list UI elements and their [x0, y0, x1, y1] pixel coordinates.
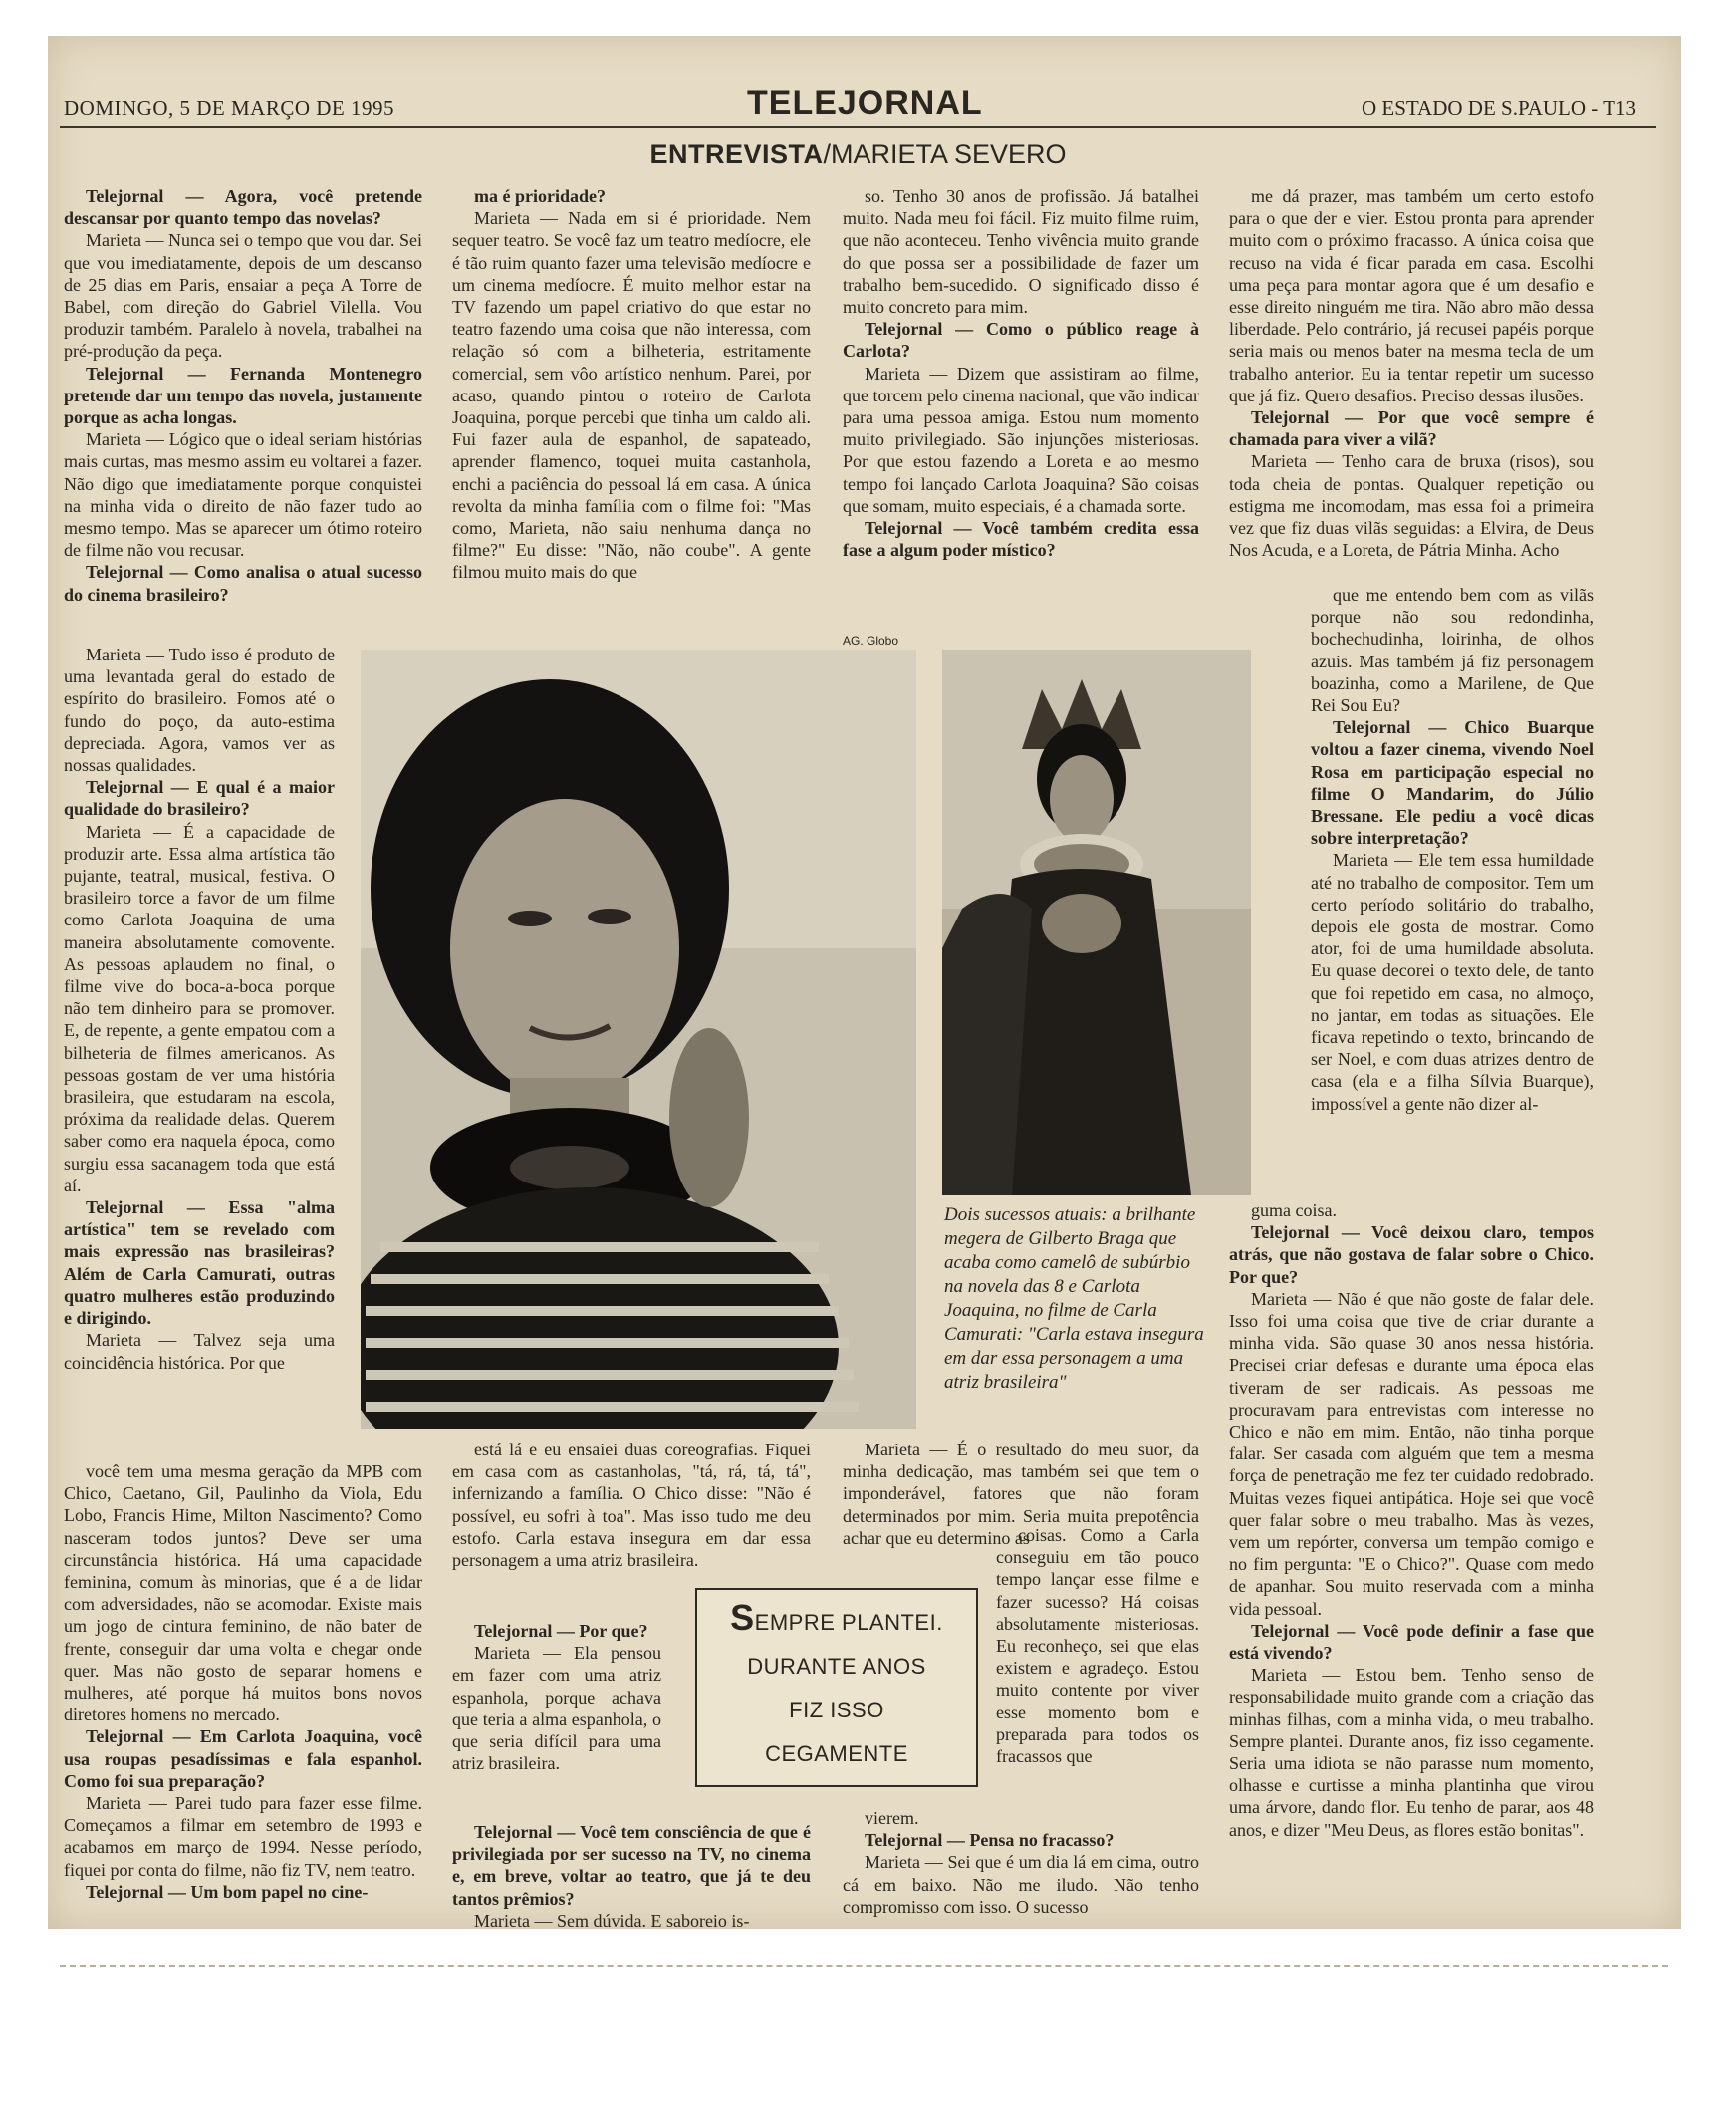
- column-3-end: [843, 1807, 1199, 1918]
- column-1-narrow: [64, 644, 335, 1374]
- interview-answer: que me entendo bem com as vilãs porque não sou redondinha, bochechudinha, loirinha, de olhos azuis. Mas também já fiz personagem boazinha, como a Marilene, de Que Rei Sou Eu?: [1311, 585, 1594, 716]
- interview-answer: so. Tenho 30 anos de profissão. Já batalhei muito. Nada meu foi fácil. Fiz muito filme ruim, que não aconteceu. Tenho vivência muito grande do que possa ser a possibilidade de fazer um trabalho bem-sucedido. O significado disso é muito concreto para mim.: [843, 186, 1199, 318]
- column-3-top: [843, 185, 1199, 561]
- photo-credit: AG. Globo: [843, 634, 899, 648]
- column-2-top: [452, 185, 811, 584]
- newspaper-name: O ESTADO DE S.PAULO - T13: [1361, 96, 1636, 120]
- interview-question: Telejornal — Um bom papel no cine-: [86, 1881, 369, 1902]
- interview-question: Telejornal — E qual é a maior qualidade do brasileiro?: [64, 777, 335, 820]
- interview-answer: Marieta — Sem dúvida. E saboreio is-: [474, 1910, 750, 1931]
- column-2-end: [452, 1821, 811, 1932]
- interview-answer: Marieta — Dizem que assistiram ao filme, que torcem pelo cinema nacional, que vão indicar para uma pessoa amiga. Estou num momento muito privilegiado. São injunções misteriosas. Por que estou fazendo a Loreta e ao mesmo tempo foi lançado Carlota Joaquina? São coisas que somam, muito especiais, é a chamada sorte.: [843, 363, 1199, 516]
- pull-quote-line-2: DURANTE ANOS: [747, 1654, 926, 1679]
- column-4-narrow: [1311, 584, 1594, 1115]
- pull-quote-line-4: CEGAMENTE: [765, 1741, 908, 1766]
- interview-answer: Marieta — Sei que é um dia lá em cima, outro cá em baixo. Não me iludo. Não tenho compromisso com isso. O sucesso: [843, 1852, 1199, 1917]
- carlota-image: [942, 650, 1251, 1195]
- pull-quote-initial: S: [730, 1597, 755, 1638]
- issue-date: DOMINGO, 5 DE MARÇO DE 1995: [64, 96, 394, 120]
- interview-question: Telejornal — Em Carlota Joaquina, você usa roupas pesadíssimas e fala espanhol. Como foi sua preparação?: [64, 1726, 422, 1791]
- portrait-image: [361, 650, 916, 1429]
- interview-question: Telejornal — Como analisa o atual sucesso do cinema brasileiro?: [64, 562, 422, 605]
- interview-question: Telejornal — Você tem consciência de que é privilegiada por ser sucesso na TV, no cinema e, em breve, voltar ao teatro, que já te deu tantos prêmios?: [452, 1822, 811, 1909]
- carlota-photo: [942, 650, 1251, 1195]
- interview-answer: Marieta — Não é que não goste de falar dele. Isso foi uma coisa que tive de criar durante a minha vida. São quase 30 anos nessa história. Precisei criar defesas e durante uma época elas tiveram de ser radicais. As pessoas me procuravam para entrevistas com interesse no Chico e não em mim. Então, não tinha porque falar. Ser casada com alguém que tem a mesma força de penetração me fez ter cuidado redobrado. Muitas vezes fiquei antipática. Hoje sei que você quer falar sobre o meu trabalho. Mas às vezes, vem um repórter, conversa um tempão comigo e no fim pergunta: "E o Chico?". Quase com medo de apanhar. Sou muito reservada com a minha vida pessoal.: [1229, 1288, 1594, 1619]
- interview-question: ma é prioridade?: [474, 186, 606, 206]
- interview-answer: Marieta — Lógico que o ideal seriam histórias mais curtas, mas mesmo assim eu voltarei a fazer. Não digo que imediatamente porque conquistei na minha vida o direito de não fazer tudo ao mesmo tempo. Mas se aparecer um ótimo roteiro de filme não vou recusar.: [64, 429, 422, 561]
- interview-answer: Marieta — Tudo isso é produto de uma levantada geral do estado de espírito do brasileiro. Fomos até o fundo do poço, da auto-estima depreciada. Agora, vamos ver as nossas qualidades.: [64, 645, 335, 776]
- interview-question: Telejornal — Pensa no fracasso?: [865, 1830, 1115, 1851]
- interview-question: Telejornal — Você também credita essa fase a algum poder místico?: [843, 518, 1199, 561]
- kicker-name: /MARIETA SEVERO: [823, 139, 1067, 169]
- column-1-top: [64, 185, 422, 606]
- interview-answer: Marieta — Ela pensou em fazer com uma atriz espanhola, porque achava que teria a alma espanhola, o que seria difícil para uma atriz brasileira.: [452, 1643, 661, 1774]
- column-2-narrow: [452, 1620, 661, 1774]
- interview-question: Telejornal — Essa "alma artística" tem se revelado com mais expressão nas brasileiras? Além de Carla Camurati, outras quatro mulheres estão produzindo e dirigindo.: [64, 1197, 335, 1329]
- pull-quote-line-3: FIZ ISSO: [789, 1698, 884, 1722]
- interview-question: Telejornal — Fernanda Montenegro pretende dar um tempo das novela, justamente porque as acha longas.: [64, 363, 422, 428]
- column-4-top: [1229, 185, 1594, 561]
- portrait-photo: [361, 650, 916, 1429]
- fold-line: [60, 1965, 1668, 1967]
- interview-question: Telejornal — Chico Buarque voltou a fazer cinema, vivendo Noel Rosa em participação especial no filme O Mandarim, do Júlio Bressane. Ele pediu a você dicas sobre interpretação?: [1311, 717, 1594, 849]
- article-kicker: [60, 139, 1656, 170]
- interview-answer: vierem.: [865, 1808, 919, 1828]
- interview-answer: Marieta — Talvez seja uma coincidência histórica. Por que: [64, 1330, 335, 1373]
- interview-answer: Marieta — É a capacidade de produzir arte. Essa alma artística tão pujante, teatral, musical, festiva. O brasileiro torce a favor de um filme como Carlota Joaquina de uma maneira absolutamente comovente. As pessoas aplaudem no final, o filme vive do boca-a-boca porque não tem dinheiro para se promover. E, de repente, a gente empatou com a bilheteria de filmes americanos. As pessoas gostam de ver uma história brasileira, que estudaram na escola, próxima da realidade delas. Querem saber como era naquela época, como surgiu essa sacanagem toda que está aí.: [64, 821, 335, 1195]
- interview-answer: guma coisa.: [1251, 1200, 1337, 1220]
- interview-answer: você tem uma mesma geração da MPB com Chico, Caetano, Gil, Paulinho da Viola, Edu Lobo, Francis Hime, Milton Nascimento? Como nasceram todos juntos? Deve ser uma circunstância histórica. Há uma capacidade feminina, comum às minorias, que é a de lidar com adversidades, não se acomodar. Existe mais um jogo de cintura feminino, de não bater de frente, conseguir dar uma volta e chegar onde quer. Mas não gosto de separar homens e mulheres, até porque há muitos bons novos diretores homens no mercado.: [64, 1461, 422, 1725]
- interview-answer: Marieta — Estou bem. Tenho senso de responsabilidade muito grande com a criação das minhas filhas, com a minha vida, o meu trabalho. Sempre plantei. Durante anos, fiz isso cegamente. Seria uma idiota se não parasse num momento, olhasse e curtisse a minha plantinha que virou uma árvore, dando flor. Eu tenho de parar, aos 48 anos, e dizer "Meu Deus, as flores estão bonitas".: [1229, 1665, 1594, 1840]
- column-2-bottom: [452, 1439, 811, 1571]
- interview-answer: Marieta — É o resultado do meu suor, da minha dedicação, mas também sei que tem o imponderável, fatores que não foram determinados por mim. Seria muita prepotência achar que eu determino as: [843, 1440, 1199, 1548]
- interview-question: Telejornal — Agora, você pretende descansar por quanto tempo das novelas?: [64, 186, 422, 229]
- kicker-label: ENTREVISTA: [649, 139, 824, 169]
- header-rule: [60, 126, 1656, 128]
- column-4-bottom: [1229, 1199, 1594, 1841]
- section-title: TELEJORNAL: [747, 84, 983, 122]
- interview-answer: Marieta — Nada em si é prioridade. Nem sequer teatro. Se você faz um teatro medíocre, ele é tão ruim quanto fazer uma televisão medíocre e um cinema medíocre. É muito melhor estar na TV fazendo um papel criativo do que estar no teatro fazendo uma coisa que não interessa, com relação só com a bilheteria, estritamente comercial, sem vôo artístico nenhum. Parei, por acaso, quando pintou o roteiro de Carlota Joaquina, porque percebi que tinha um caldo ali. Fui fazer aula de espanhol, de sapateado, aprender flamenco, toquei muita castanhola, enchi a paciência do pessoal lá em casa. A única revolta da minha família com o filme foi: "Mas como, Marieta, não saiu nenhuma dança no filme?" Eu disse: "Não, não coube". A gente filmou muito mais do que: [452, 208, 811, 583]
- interview-answer: coisas. Como a Carla conseguiu em tão pouco tempo lançar esse filme e fazer sucesso? Há coisas absolutamente misteriosas. Eu reconheço, sei que elas existem e agradeço. Estou muito contente por viver esse momento bom e preparada para todos os fracassos que: [996, 1525, 1199, 1767]
- interview-question: Telejornal — Você pode definir a fase que está vivendo?: [1229, 1620, 1594, 1664]
- interview-question: Telejornal — Por que você sempre é chamada para viver a vilã?: [1229, 407, 1594, 450]
- column-1-bottom: [64, 1460, 422, 1903]
- interview-answer: Marieta — Tenho cara de bruxa (risos), sou toda cheia de pontas. Qualquer repetição ou estigma me incomodam, mas essa foi a primeira vez que fiz duas vilãs seguidas: a Elvira, de Deus Nos Acuda, e a Loreta, de Pátria Minha. Acho: [1229, 451, 1594, 561]
- interview-question: Telejornal — Por que?: [474, 1621, 648, 1641]
- photo-caption: Dois sucessos atuais: a brilhante megera de Gilberto Braga que acaba como camelô de subúrbio na novela das 8 e Carlota Joaquina, no filme de Carla Camurati: "Carla estava insegura em dar essa personagem a uma atriz brasileira": [944, 1204, 1204, 1393]
- interview-answer: está lá e eu ensaiei duas coreografias. Fiquei em casa com as castanholas, "tá, rá, tá, tá", infernizando a família. O Chico disse: "Não é possível, eu sofri à toa". Mas isso tudo me deu estofo. Carla estava insegura em dar essa personagem a uma atriz brasileira.: [452, 1440, 811, 1571]
- pull-quote: [695, 1588, 978, 1787]
- interview-answer: Marieta — Parei tudo para fazer esse filme. Começamos a filmar em setembro de 1993 e acabamos em março de 1994. Nesse período, fiquei por conta do filme, não fiz TV, nem teatro.: [64, 1793, 422, 1880]
- interview-answer: me dá prazer, mas também um certo estofo para o que der e vier. Estou pronta para aprender muito com o próximo fracasso. A única coisa que recuso na vida é ficar parada em casa. Escolhi uma peça para montar agora que é um desafio e esse direito ninguém me tira. Não abro mão dessa liberdade. Pelo contrário, já recusei papéis porque seria mais ou menos bater na mesma tecla de um trabalho anterior. Eu ia tentar repetir um sucesso que já fiz. Quero desafios. Preciso dessas ilusões.: [1229, 186, 1594, 405]
- interview-question: Telejornal — Como o público reage à Carlota?: [843, 319, 1199, 362]
- column-3-narrow: [996, 1524, 1199, 1767]
- interview-answer: Marieta — Ele tem essa humildade até no trabalho de compositor. Tem um certo período solitário do trabalho, depois ele gosta de mostrar. Como ator, foi de uma humildade absoluta. Eu quase decorei o texto dele, de tanto que foi repetido em casa, no almoço, no jantar, em todas as situações. Ele ficava repetindo o texto, brincando de ser Noel, e com duas atrizes dentro de casa (ela e a filha Sílvia Buarque), impossível a gente não dizer al-: [1311, 850, 1594, 1114]
- interview-question: Telejornal — Você deixou claro, tempos atrás, que não gostava de falar sobre o Chico. Por que?: [1229, 1222, 1594, 1287]
- interview-answer: Marieta — Nunca sei o tempo que vou dar. Sei que vou imediatamente, depois de um descanso de 25 dias em Paris, ensaiar a peça A Torre de Babel, com direção do Gabriel Vilella. Vou produzir também. Paralelo à novela, trabalhei na pré-produção da peça.: [64, 230, 422, 362]
- pull-quote-line-1: EMPRE PLANTEI.: [754, 1610, 943, 1635]
